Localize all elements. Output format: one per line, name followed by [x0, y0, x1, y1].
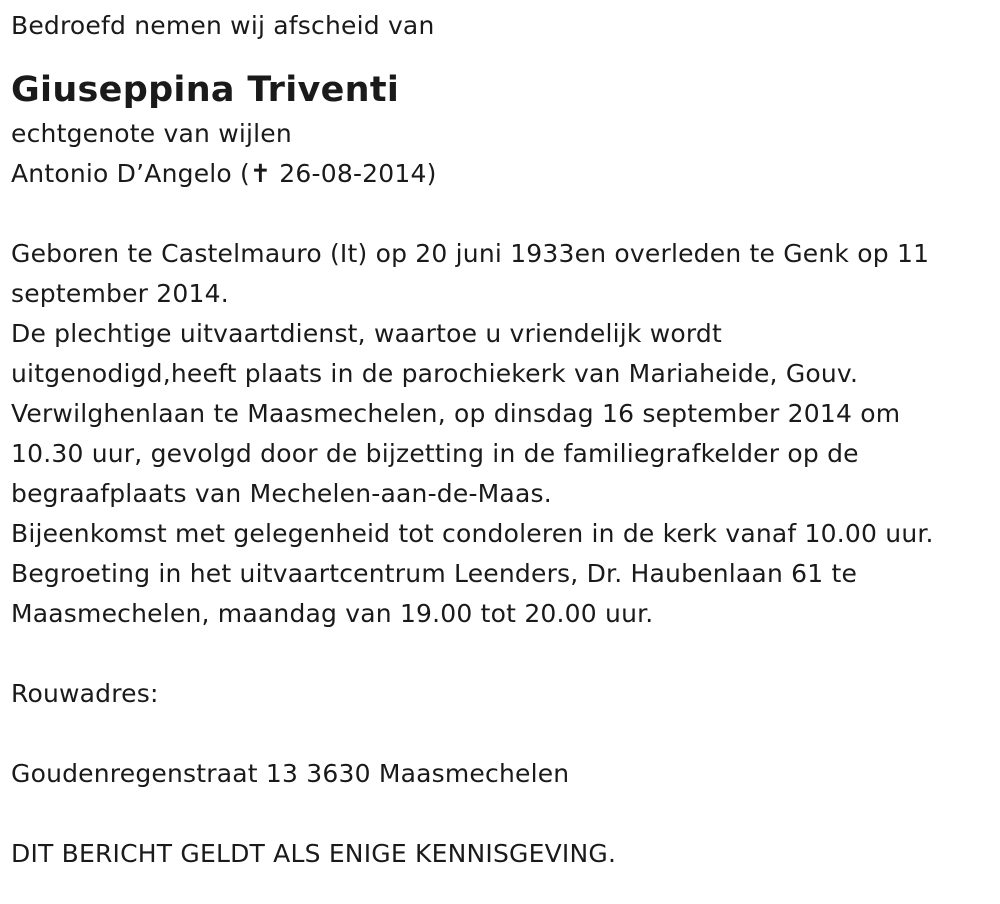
spacer	[11, 794, 989, 834]
body-line: 10.30 uur, gevolgd door de bijzetting in de familiegrafkelder op de	[11, 439, 859, 468]
relation-line: echtgenote van wijlen	[11, 119, 292, 148]
body-line: uitgenodigd,heeft plaats in de parochiekerk van Mariaheide, Gouv.	[11, 359, 859, 388]
body-line: begraafplaats van Mechelen-aan-de-Maas.	[11, 479, 552, 508]
notice-body	[11, 234, 989, 634]
obituary-notice	[11, 6, 989, 874]
spouse-line: Antonio D’Angelo (✝ 26-08-2014)	[11, 159, 437, 188]
closing-statement: DIT BERICHT GELDT ALS ENIGE KENNISGEVING.	[11, 839, 617, 868]
body-line: Maasmechelen, maandag van 19.00 tot 20.00 uur.	[11, 599, 654, 628]
spacer	[11, 634, 989, 674]
intro-text: Bedroefd nemen wij afscheid van	[11, 11, 435, 40]
body-line: De plechtige uitvaartdienst, waartoe u vriendelijk wordt	[11, 319, 722, 348]
deceased-name: Giuseppina Triventi	[11, 70, 400, 110]
address-label: Rouwadres:	[11, 679, 159, 708]
body-line: Verwilghenlaan te Maasmechelen, op dinsdag 16 september 2014 om	[11, 399, 901, 428]
body-line: september 2014.	[11, 279, 229, 308]
mourning-address: Goudenregenstraat 13 3630 Maasmechelen	[11, 759, 570, 788]
body-line: Geboren te Castelmauro (It) op 20 juni 1933en overleden te Genk op 11	[11, 239, 930, 268]
spacer	[11, 194, 989, 234]
body-line: Begroeting in het uitvaartcentrum Leenders, Dr. Haubenlaan 61 te	[11, 559, 858, 588]
body-line: Bijeenkomst met gelegenheid tot condoleren in de kerk vanaf 10.00 uur.	[11, 519, 934, 548]
spacer	[11, 714, 989, 754]
